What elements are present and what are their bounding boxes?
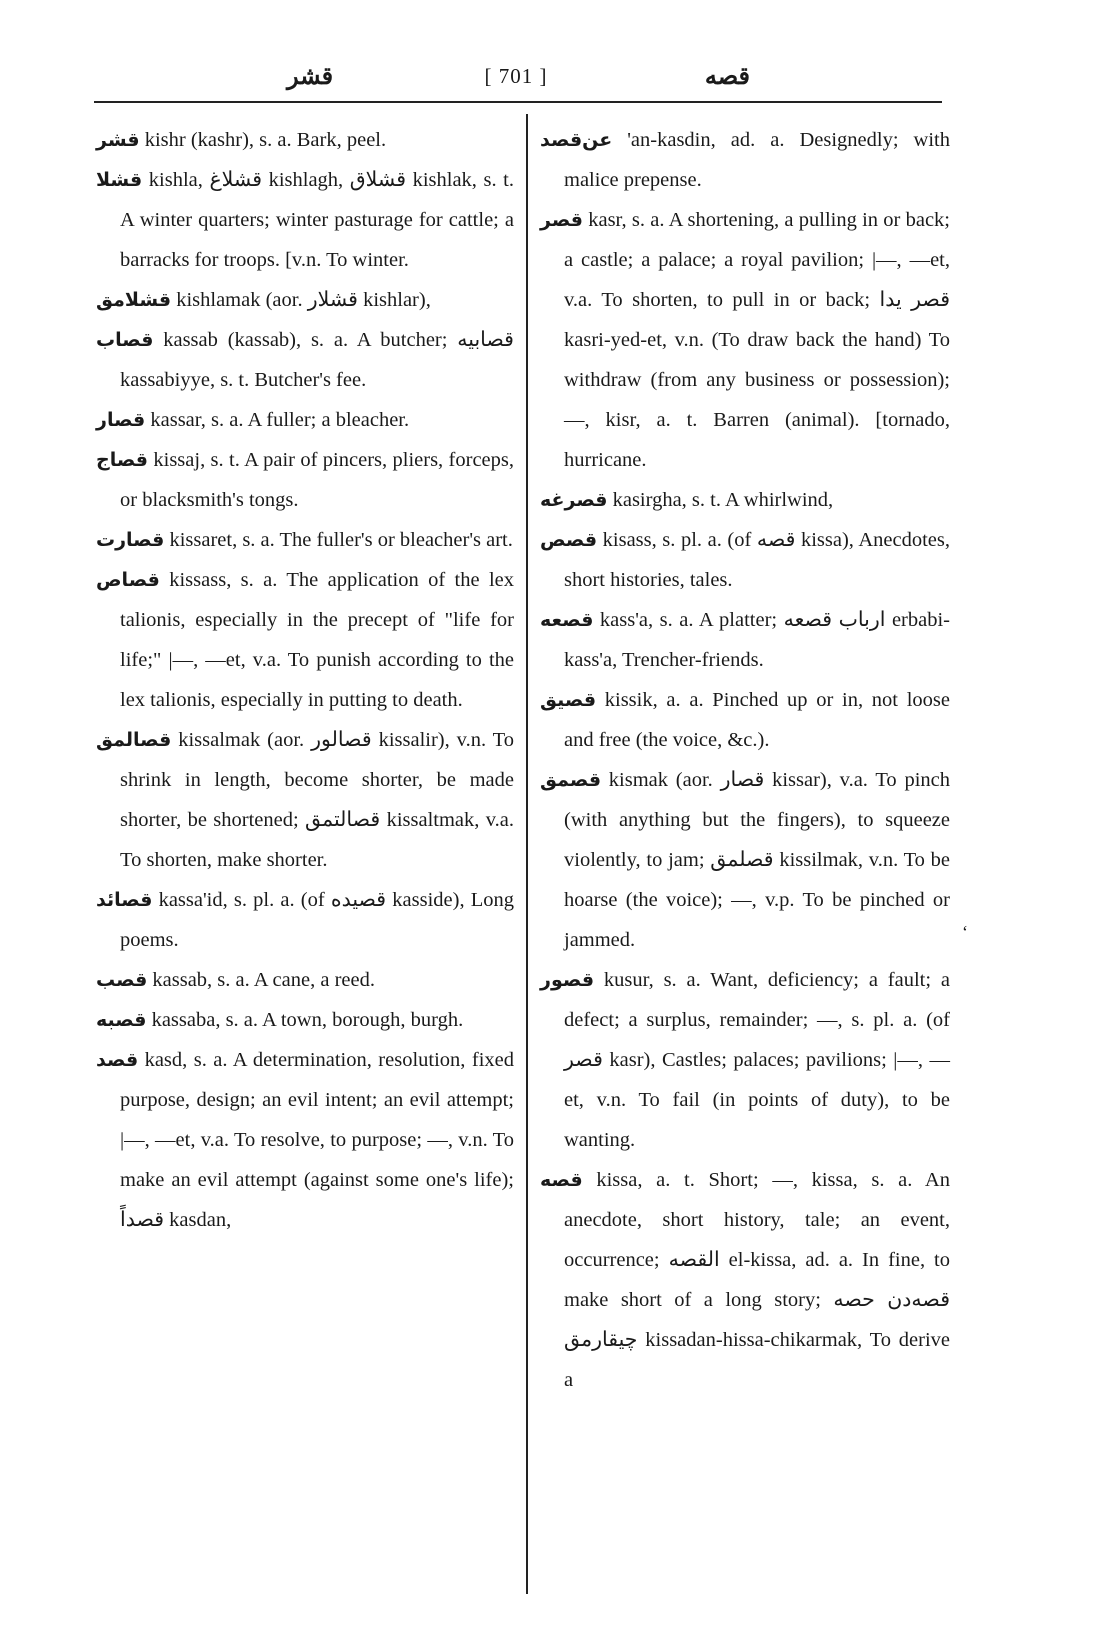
dictionary-entry	[96, 320, 514, 400]
entry-text: kassaba, s. a. A town, borough, burgh.	[146, 1009, 464, 1031]
entry-text: kishr (kashr), s. a. Bark, peel.	[139, 129, 387, 151]
headword-arabic: قشلا	[96, 169, 143, 191]
dictionary-entry	[540, 480, 950, 520]
entry-text: kasirgha, s. t. A whirlwind,	[607, 489, 834, 511]
entry-text: kissalmak (aor. قصالور kissalir), v.n. To shrink in length, become shorter, be made shorter, be shortened; قصالتمق kissaltmak, v.a. To shorten, make shorter.	[120, 729, 514, 871]
headword-arabic: قصار	[96, 409, 146, 431]
entry-text: kissaret, s. a. The fuller's or bleacher's art.	[164, 529, 513, 551]
entry-text: kishlamak (aor. قشلار kishlar),	[171, 289, 431, 311]
entry-text: kasr, s. a. A shortening, a pulling in or back; a castle; a palace; a royal pavilion; |—, —et, v.a. To shorten, to pull in or back; قصر يدا kasri-yed-et, v.n. (To draw back the hand) To withdraw (from any business or possession); —, kisr, a. t. Barren (animal). [tornado, hurricane.	[564, 209, 950, 471]
headword-arabic: قشر	[96, 129, 140, 151]
headword-arabic: قصرغه	[540, 489, 608, 511]
dictionary-entry	[96, 120, 514, 160]
margin-mark: ʻ	[962, 922, 968, 942]
entry-text: kissaj, s. t. A pair of pincers, pliers, forceps, or blacksmith's tongs.	[120, 449, 514, 511]
headword-arabic: قصب	[96, 969, 148, 991]
dictionary-entry	[540, 960, 950, 1160]
headword-arabic: قصاص	[96, 569, 160, 591]
dictionary-entry	[540, 1160, 950, 1400]
headword-arabic: قصاج	[96, 449, 148, 471]
right-column	[540, 120, 950, 1400]
entry-text: kissass, s. a. The application of the lex talionis, especially in the precept of "life for life;" |—, —et, v.a. To punish according to the lex talionis, especially in putting to death.	[120, 569, 514, 711]
headword-arabic: قصص	[540, 529, 598, 551]
dictionary-entry	[540, 520, 950, 600]
entry-text: kassab (kassab), s. a. A butcher; قصابیه kassabiyye, s. t. Butcher's fee.	[120, 329, 514, 391]
header-guide-word-left: قشر	[287, 64, 334, 90]
left-column	[96, 120, 514, 1240]
dictionary-entry	[96, 400, 514, 440]
entry-text: kasd, s. a. A determination, resolution, fixed purpose, design; an evil intent; an evil attempt; |—, —et, v.a. To resolve, to purpose; —, v.n. To make an evil attempt (against some one's life); قصداً kasdan,	[120, 1049, 514, 1231]
entry-text: kissik, a. a. Pinched up or in, not loose and free (the voice, &c.).	[564, 689, 950, 751]
header-guide-word-right: قصه	[704, 64, 750, 90]
dictionary-entry	[96, 560, 514, 720]
dictionary-entry	[540, 200, 950, 480]
entry-text: kismak (aor. قصار kissar), v.a. To pinch (with anything but the fingers), to squeeze violently, to jam; قصلمق kissilmak, v.n. To be hoarse (the voice); —, v.p. To be pinched or jammed.	[564, 769, 951, 951]
column-divider	[526, 114, 528, 1594]
dictionary-entry	[96, 1000, 514, 1040]
entry-text: kassa'id, s. pl. a. (of قصیده kasside), Long poems.	[120, 889, 515, 951]
dictionary-entry	[96, 440, 514, 520]
dictionary-entry	[96, 280, 514, 320]
headword-arabic: قصمق	[540, 769, 602, 791]
dictionary-entry	[96, 1040, 514, 1240]
dictionary-entry	[96, 520, 514, 560]
running-header	[92, 62, 940, 96]
dictionary-entry	[96, 720, 514, 880]
entry-text: kassab, s. a. A cane, a reed.	[147, 969, 375, 991]
headword-arabic: قصارت	[96, 529, 165, 551]
dictionary-entry	[96, 160, 514, 280]
headword-arabic: عن‌قصد	[540, 129, 613, 151]
entry-text: kishla, قشلاغ kishlagh, قشلاق kishlak, s. t. A winter quarters; winter pasturage for cattle; a barracks for troops. [v.n. To winter.	[120, 169, 514, 271]
headword-arabic: قشلامق	[96, 289, 172, 311]
page-number: [ 701 ]	[484, 64, 548, 88]
header-rule	[94, 101, 942, 103]
dictionary-entry	[540, 760, 950, 960]
headword-arabic: قصاب	[96, 329, 154, 351]
entry-text: kisass, s. pl. a. (of قصه kissa), Anecdotes, short histories, tales.	[564, 529, 950, 591]
headword-arabic: قصيق	[540, 689, 597, 711]
headword-arabic: قصائد	[96, 889, 153, 911]
entry-text: 'an-kasdin, ad. a. Designedly; with malice prepense.	[564, 129, 950, 191]
headword-arabic: قصه	[540, 1169, 583, 1191]
entry-text: kissa, a. t. Short; —, kissa, s. a. An anecdote, short history, tale; an event, occurrence; القصه el-kissa, ad. a. In fine, to make short of a long story; قصه‌دن حصه چیقارمق kissadan-hissa-chikarmak, To derive a	[564, 1169, 951, 1391]
headword-arabic: قصبه	[96, 1009, 147, 1031]
entry-text: kass'a, s. a. A platter; ارباب قصعه erbabi-kass'a, Trencher-friends.	[564, 609, 950, 671]
dictionary-entry	[96, 880, 514, 960]
dictionary-entry	[96, 960, 514, 1000]
headword-arabic: قصور	[540, 969, 595, 991]
entry-text: kassar, s. a. A fuller; a bleacher.	[145, 409, 410, 431]
headword-arabic: قصر	[540, 209, 583, 231]
entry-text: kusur, s. a. Want, deficiency; a fault; a defect; a surplus, remainder; —, s. pl. a. (of قصر kasr), Castles; palaces; pavilions; |—, —et, v.n. To fail (in points of duty), to be wanting.	[564, 969, 950, 1151]
headword-arabic: قصعه	[540, 609, 594, 631]
headword-arabic: قصد	[96, 1049, 139, 1071]
dictionary-entry	[540, 120, 950, 200]
dictionary-entry	[540, 680, 950, 760]
headword-arabic: قصالمق	[96, 729, 172, 751]
dictionary-entry	[540, 600, 950, 680]
